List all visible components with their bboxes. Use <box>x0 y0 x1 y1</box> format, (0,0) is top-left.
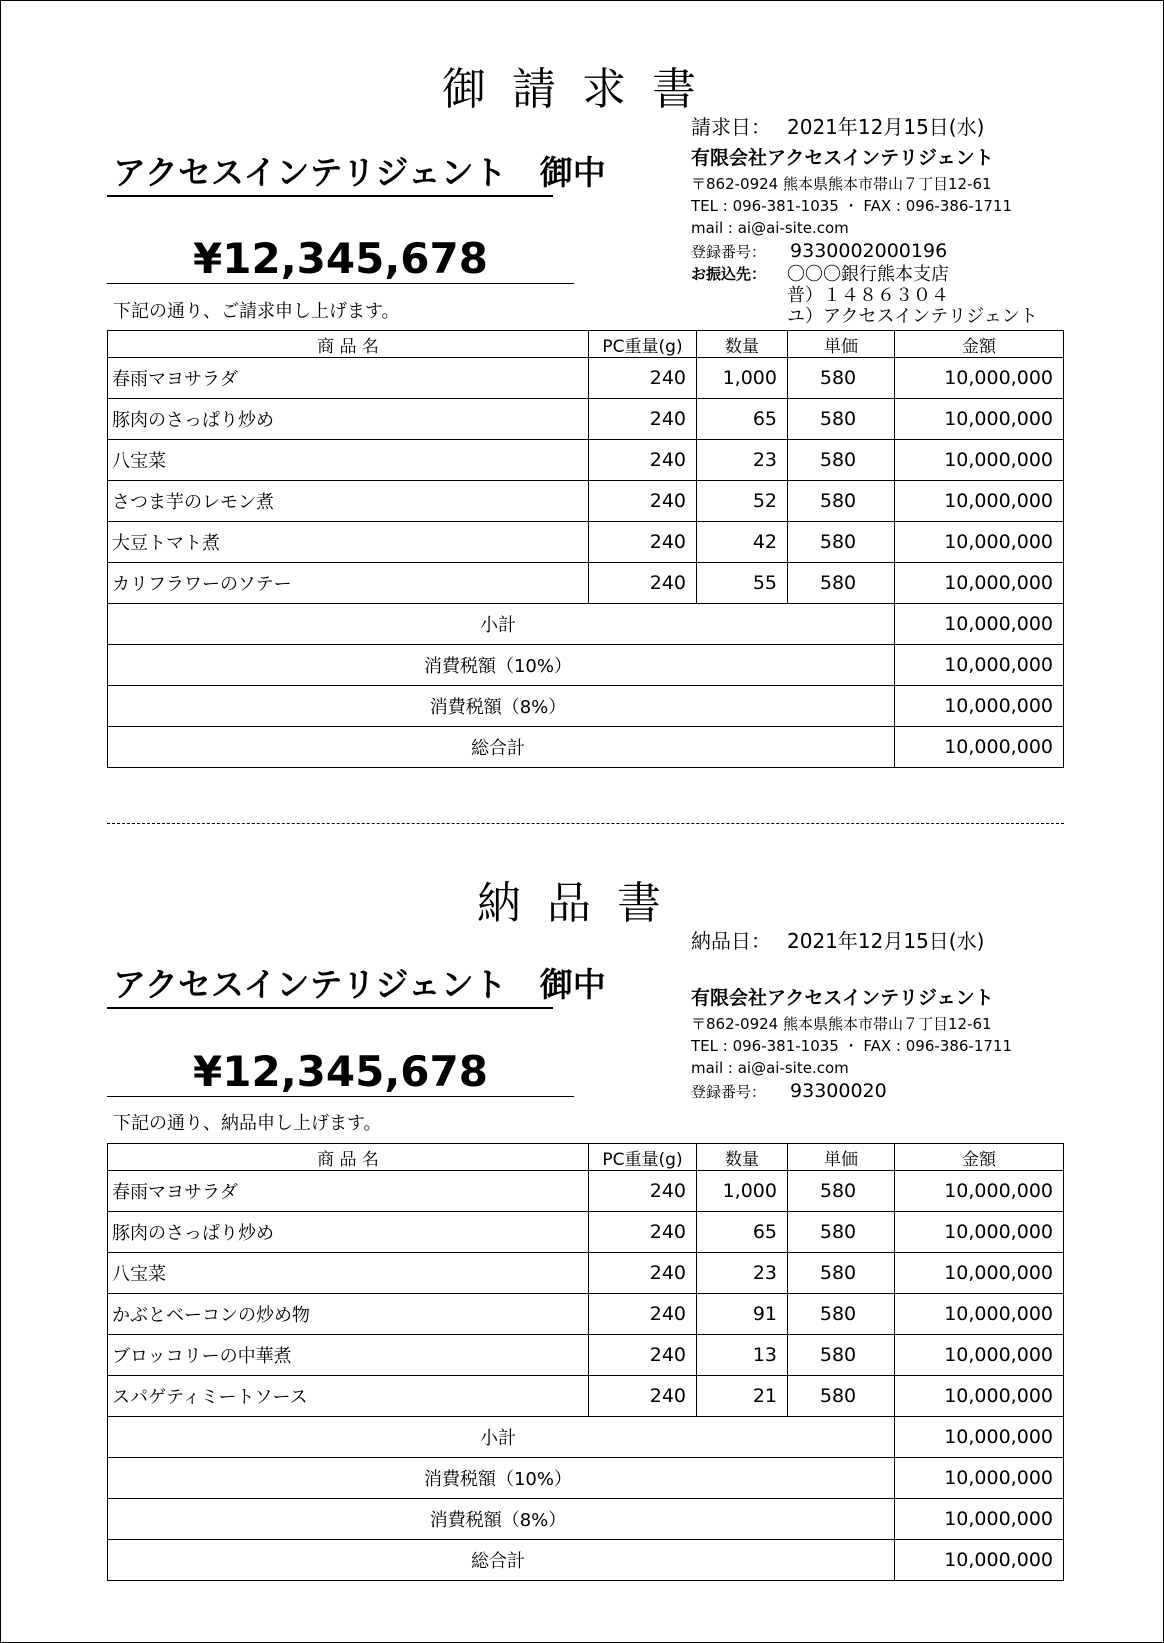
invoice-reg-no: 9330002000196 <box>790 240 948 262</box>
item-weight: 240 <box>589 440 697 481</box>
table-row <box>108 1253 1064 1294</box>
delivery-company-address: 〒862-0924 熊本県熊本市帯山７丁目12-61 <box>691 1015 992 1033</box>
table-row <box>108 440 1064 481</box>
delivery-customer-name: アクセスインテリジェント 御中 <box>107 963 553 1009</box>
tax10-label: 消費税額（10%） <box>108 1458 895 1499</box>
item-weight: 240 <box>589 1212 697 1253</box>
item-qty: 52 <box>697 481 788 522</box>
tax8-value: 10,000,000 <box>895 686 1064 727</box>
item-qty: 42 <box>697 522 788 563</box>
item-name: 豚肉のさっぱり炒め <box>108 399 589 440</box>
invoice-registration-row <box>691 239 1131 264</box>
item-amount: 10,000,000 <box>895 481 1064 522</box>
item-amount: 10,000,000 <box>895 522 1064 563</box>
item-weight: 240 <box>589 1335 697 1376</box>
invoice-items-table <box>107 330 1064 768</box>
header-item-name: 商 品 名 <box>108 1144 589 1171</box>
header-item-name: 商 品 名 <box>108 331 589 358</box>
bank-line-2: 普）１４８６３０４ <box>787 285 949 306</box>
item-weight: 240 <box>589 399 697 440</box>
subtotal-label: 小計 <box>108 1417 895 1458</box>
invoice-note: 下記の通り、ご請求申し上げます。 <box>113 301 400 322</box>
delivery-date-label: 納品日： <box>691 929 771 953</box>
table-row <box>108 522 1064 563</box>
tax8-value: 10,000,000 <box>895 1499 1064 1540</box>
subtotal-value: 10,000,000 <box>895 604 1064 645</box>
header-price: 単価 <box>788 1144 895 1171</box>
invoice-title: 御請求書 <box>442 64 722 115</box>
table-header-row <box>108 1144 1064 1171</box>
item-amount: 10,000,000 <box>895 1294 1064 1335</box>
invoice-company-address: 〒862-0924 熊本県熊本市帯山７丁目12-61 <box>691 175 992 193</box>
table-row <box>108 1294 1064 1335</box>
grand-total-row <box>108 1540 1064 1581</box>
table-row <box>108 358 1064 399</box>
cut-line-divider <box>107 823 1064 824</box>
bank-label: お振込先： <box>691 265 767 283</box>
grand-total-row <box>108 727 1064 768</box>
delivery-date-row <box>691 925 984 954</box>
item-weight: 240 <box>589 1171 697 1212</box>
item-qty: 1,000 <box>697 358 788 399</box>
item-qty: 23 <box>697 440 788 481</box>
invoice-company-name: 有限会社アクセスインテリジェント <box>691 147 994 169</box>
item-qty: 23 <box>697 1253 788 1294</box>
delivery-reg-no: 93300020 <box>790 1080 887 1102</box>
item-name: 春雨マヨサラダ <box>108 358 589 399</box>
item-qty: 55 <box>697 563 788 604</box>
delivery-registration-row <box>691 1079 1131 1104</box>
delivery-company-tel-fax: TEL : 096-381-1035 ・ FAX : 096-386-1711 <box>691 1037 1013 1055</box>
grand-total-label: 総合計 <box>108 727 895 768</box>
tax10-row <box>108 1458 1064 1499</box>
item-amount: 10,000,000 <box>895 563 1064 604</box>
item-amount: 10,000,000 <box>895 1171 1064 1212</box>
item-weight: 240 <box>589 522 697 563</box>
delivery-items-table <box>107 1143 1064 1581</box>
item-qty: 91 <box>697 1294 788 1335</box>
invoice-company-mail: mail : ai@ai-site.com <box>691 219 849 237</box>
item-amount: 10,000,000 <box>895 1335 1064 1376</box>
tax8-label: 消費税額（8%） <box>108 1499 895 1540</box>
table-header-row <box>108 331 1064 358</box>
item-name: カリフラワーのソテー <box>108 563 589 604</box>
subtotal-row <box>108 604 1064 645</box>
tax10-row <box>108 645 1064 686</box>
delivery-company-block <box>691 983 1131 1104</box>
delivery-total-amount: ¥12,345,678 <box>107 1048 574 1097</box>
item-qty: 1,000 <box>697 1171 788 1212</box>
item-price: 580 <box>788 1253 895 1294</box>
invoice-company-tel-fax: TEL : 096-381-1035 ・ FAX : 096-386-1711 <box>691 197 1013 215</box>
item-amount: 10,000,000 <box>895 440 1064 481</box>
tax8-row <box>108 686 1064 727</box>
item-amount: 10,000,000 <box>895 1376 1064 1417</box>
delivery-company-name: 有限会社アクセスインテリジェント <box>691 987 994 1009</box>
bank-line-3: ユ）アクセスインテリジェント <box>787 306 1038 327</box>
item-weight: 240 <box>589 1294 697 1335</box>
item-price: 580 <box>788 1212 895 1253</box>
table-row <box>108 399 1064 440</box>
grand-total-label: 総合計 <box>108 1540 895 1581</box>
invoice-company-block <box>691 143 1131 327</box>
item-name: 豚肉のさっぱり炒め <box>108 1212 589 1253</box>
item-name: 大豆トマト煮 <box>108 522 589 563</box>
delivery-note: 下記の通り、納品申し上げます。 <box>113 1113 382 1134</box>
invoice-date-label: 請求日： <box>691 115 771 139</box>
delivery-company-mail: mail : ai@ai-site.com <box>691 1059 849 1077</box>
item-amount: 10,000,000 <box>895 399 1064 440</box>
invoice-reg-label: 登録番号： <box>691 243 767 261</box>
invoice-total-amount: ¥12,345,678 <box>107 235 574 284</box>
item-qty: 21 <box>697 1376 788 1417</box>
item-name: かぶとベーコンの炒め物 <box>108 1294 589 1335</box>
invoice-date: 2021年12月15日(水) <box>787 115 985 139</box>
header-weight: PC重量(g) <box>589 331 697 358</box>
item-weight: 240 <box>589 1253 697 1294</box>
item-amount: 10,000,000 <box>895 1212 1064 1253</box>
subtotal-row <box>108 1417 1064 1458</box>
item-price: 580 <box>788 522 895 563</box>
table-row <box>108 1212 1064 1253</box>
tax8-label: 消費税額（8%） <box>108 686 895 727</box>
tax8-row <box>108 1499 1064 1540</box>
delivery-title: 納品書 <box>477 878 687 929</box>
item-price: 580 <box>788 358 895 399</box>
table-row <box>108 481 1064 522</box>
item-amount: 10,000,000 <box>895 358 1064 399</box>
item-name: さつま芋のレモン煮 <box>108 481 589 522</box>
item-qty: 13 <box>697 1335 788 1376</box>
header-amount: 金額 <box>895 1144 1064 1171</box>
header-price: 単価 <box>788 331 895 358</box>
item-name: スパゲティミートソース <box>108 1376 589 1417</box>
item-qty: 65 <box>697 1212 788 1253</box>
item-price: 580 <box>788 481 895 522</box>
item-price: 580 <box>788 563 895 604</box>
grand-total-value: 10,000,000 <box>895 1540 1064 1581</box>
item-weight: 240 <box>589 481 697 522</box>
delivery-date: 2021年12月15日(水) <box>787 929 985 953</box>
subtotal-value: 10,000,000 <box>895 1417 1064 1458</box>
item-amount: 10,000,000 <box>895 1253 1064 1294</box>
tax10-value: 10,000,000 <box>895 645 1064 686</box>
grand-total-value: 10,000,000 <box>895 727 1064 768</box>
item-weight: 240 <box>589 1376 697 1417</box>
item-price: 580 <box>788 1335 895 1376</box>
item-price: 580 <box>788 1171 895 1212</box>
delivery-reg-label: 登録番号： <box>691 1083 767 1101</box>
bank-line-1: 〇〇〇銀行熊本支店 <box>787 264 949 285</box>
item-name: ブロッコリーの中華煮 <box>108 1335 589 1376</box>
header-weight: PC重量(g) <box>589 1144 697 1171</box>
table-row <box>108 1335 1064 1376</box>
header-qty: 数量 <box>697 1144 788 1171</box>
subtotal-label: 小計 <box>108 604 895 645</box>
item-qty: 65 <box>697 399 788 440</box>
item-price: 580 <box>788 440 895 481</box>
item-name: 八宝菜 <box>108 1253 589 1294</box>
table-row <box>108 563 1064 604</box>
invoice-customer-name: アクセスインテリジェント 御中 <box>107 151 553 197</box>
item-weight: 240 <box>589 358 697 399</box>
invoice-bank-block <box>691 264 1131 327</box>
table-row <box>108 1171 1064 1212</box>
item-price: 580 <box>788 399 895 440</box>
tax10-value: 10,000,000 <box>895 1458 1064 1499</box>
item-name: 春雨マヨサラダ <box>108 1171 589 1212</box>
header-amount: 金額 <box>895 331 1064 358</box>
item-name: 八宝菜 <box>108 440 589 481</box>
item-weight: 240 <box>589 563 697 604</box>
table-row <box>108 1376 1064 1417</box>
invoice-date-row <box>691 111 984 140</box>
item-price: 580 <box>788 1294 895 1335</box>
item-price: 580 <box>788 1376 895 1417</box>
bank-values <box>787 264 1038 327</box>
tax10-label: 消費税額（10%） <box>108 645 895 686</box>
header-qty: 数量 <box>697 331 788 358</box>
